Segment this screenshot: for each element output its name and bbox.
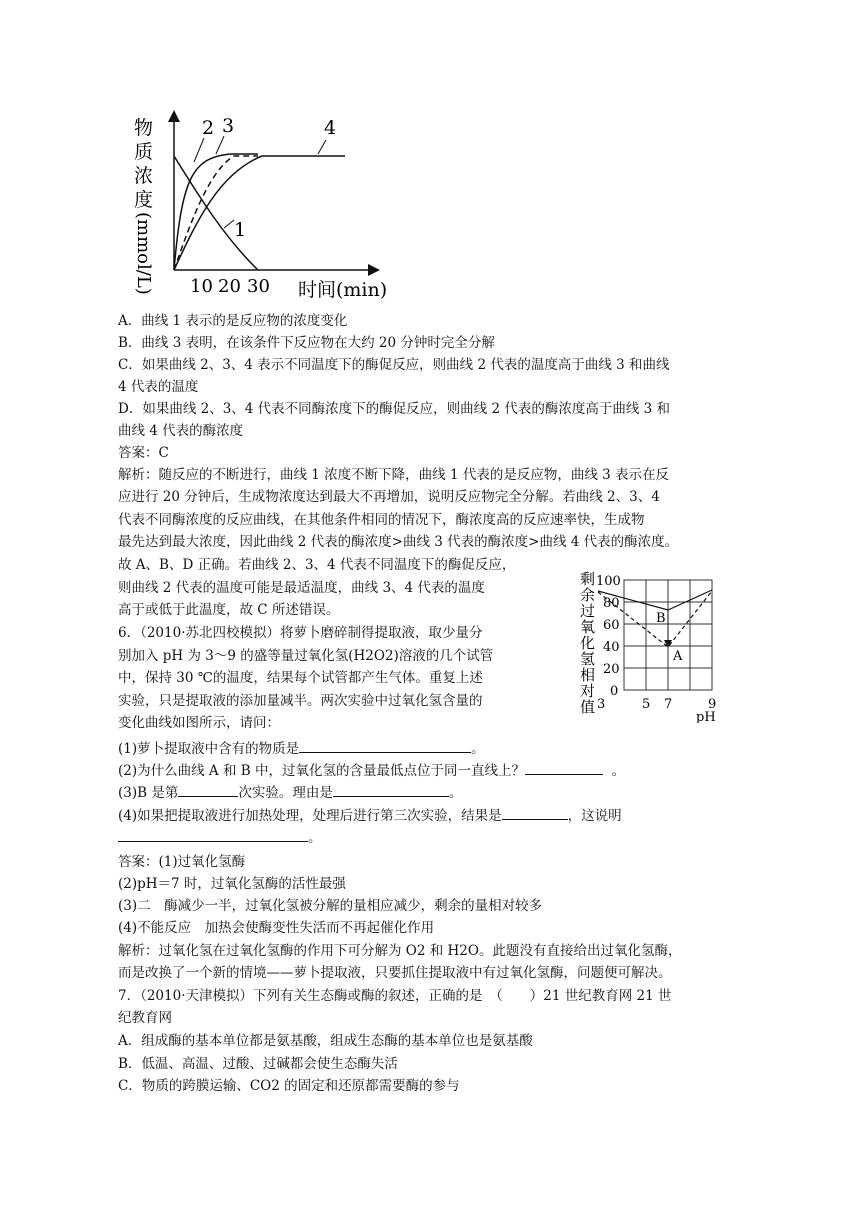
option-a: A．曲线 1 表示的是反应物的浓度变化 <box>118 313 348 329</box>
answer-5: 答案：C <box>118 445 169 461</box>
question-7-option-b: B．低温、高温、过酸、过碱都会使生态酶失活 <box>118 1056 398 1072</box>
answer-6-line3: (3)二 酶减少一半，过氧化氢被分解的量相应减少，剩余的量相对较多 <box>118 898 543 914</box>
answer-blank[interactable] <box>299 738 471 753</box>
curve-label-leader <box>194 138 204 162</box>
y-tick-label: 80 <box>603 596 620 611</box>
x-tick-label: 7 <box>664 697 673 712</box>
point-label: B <box>656 611 666 626</box>
sub4-text: (4)如果把提取液进行加热处理，处理后进行第三次实验，结果是 <box>118 808 502 824</box>
question-6-sub1 <box>118 738 485 759</box>
question-6-line5: 变化曲线如图所示，请问： <box>118 715 280 731</box>
option-c-line2: 4 代表的温度 <box>118 379 199 395</box>
sub1-text: (1)萝卜提取液中含有的物质是 <box>118 741 300 757</box>
option-b: B．曲线 3 表明，在该条件下反应物在大约 20 分钟时完全分解 <box>118 335 495 351</box>
y-label-char: 剩 <box>580 570 596 588</box>
y-tick-label: 60 <box>603 618 620 633</box>
y-label-char: 物 <box>134 117 154 139</box>
y-tick-label: 40 <box>603 640 620 655</box>
x-tick-label: 5 <box>642 697 651 712</box>
hydrogen-peroxide-ph-chart <box>578 568 748 723</box>
question-7-option-a: A．组成酶的基本单位都是氨基酸，组成生态酶的基本单位也是氨基酸 <box>118 1033 533 1049</box>
x-tick-label: 3 <box>597 697 606 712</box>
curve-label: 2 <box>202 117 215 139</box>
curve-label: 3 <box>222 115 235 137</box>
y-label-char: 氢 <box>580 650 596 668</box>
curve-label-leader <box>224 220 234 228</box>
answer-blank[interactable] <box>525 760 603 775</box>
y-label-char: 过 <box>580 602 596 620</box>
x-axis-label: 时间(min) <box>298 279 388 301</box>
explanation-5-line4: 最先达到最大浓度，因此曲线 2 代表的酶浓度>曲线 3 代表的酶浓度>曲线 4 代表的酶浓度。 <box>118 534 679 550</box>
explanation-6-line2: 而是改换了一个新的情境——萝卜提取液，只要抓住提取液中有过氧化氢酶，问题便可解决。 <box>118 965 672 981</box>
sub3-mid: 次实验。理由是 <box>238 785 333 801</box>
option-d-line1: D．如果曲线 2、3、4 代表不同酶浓度下的酶促反应，则曲线 2 代表的酶浓度高于曲线 3 和 <box>118 401 671 417</box>
sub2-text: (2)为什么曲线 A 和 B 中，过氧化氢的含量最低点位于同一直线上？ <box>118 763 525 779</box>
x-tick-label: 20 <box>218 276 241 297</box>
y-label-char: 度 <box>134 189 154 211</box>
question-6-line1: 6．（2010·苏北四校模拟）将萝卜磨碎制得提取液，取少量分 <box>118 625 483 641</box>
y-label-char: 余 <box>580 586 596 604</box>
question-6-sub2 <box>118 760 625 781</box>
answer-6-line1: 答案：(1)过氧化氢酶 <box>118 854 246 870</box>
y-label-unit: (mmol/L) <box>133 212 154 295</box>
explanation-5-line1: 解析：随反应的不断进行，曲线 1 浓度不断下降，曲线 1 代表的是反应物，曲线 3 表示在反 <box>118 467 670 483</box>
y-tick-label: 0 <box>610 684 619 699</box>
y-label-char: 对 <box>580 682 596 700</box>
y-tick-label: 20 <box>603 662 620 677</box>
question-6-line3: 中，保持 30 ℃的温度，结果每个试管都产生气体。重复上述 <box>118 670 483 686</box>
explanation-5-line5: 故 A、B、D 正确。若曲线 2、3、4 代表不同温度下的酶促反应， <box>118 557 516 573</box>
y-label-char: 相 <box>580 666 596 684</box>
answer-6-line2: (2)pH＝7 时，过氧化氢酶的活性最强 <box>118 876 346 892</box>
x-tick-label: 10 <box>190 276 213 297</box>
question-6-sub3 <box>118 782 462 803</box>
sub4-mid: ，这说明 <box>567 808 622 824</box>
answer-blank[interactable] <box>333 782 449 797</box>
curve-4 <box>174 156 345 270</box>
option-d-line2: 曲线 4 代表的酶浓度 <box>118 423 244 439</box>
explanation-5-line6: 则曲线 2 代表的温度可能是最适温度，曲线 3、4 代表的温度 <box>118 580 485 596</box>
question-7-line2: 纪教育网 <box>118 1010 172 1026</box>
y-label-char: 值 <box>580 698 596 716</box>
curve-2 <box>174 154 258 270</box>
curve-label-leader <box>318 140 326 154</box>
curve-label: 1 <box>234 219 247 241</box>
sub2-end: 。 <box>611 763 626 779</box>
curve-3 <box>174 156 258 270</box>
answer-blank[interactable] <box>178 782 238 797</box>
question-6-sub4-line2 <box>118 827 322 848</box>
y-label-char: 浓 <box>134 165 154 187</box>
explanation-5-line7: 高于或低于此温度，故 C 所述错误。 <box>118 602 340 618</box>
curve-label: 4 <box>324 117 337 139</box>
x-axis-label: pH <box>696 710 716 723</box>
explanation-6-line1: 解析：过氧化氢在过氧化氢酶的作用下可分解为 O2 和 H2O。此题没有直接给出过氧化氢酶， <box>118 943 682 959</box>
answer-blank[interactable] <box>118 827 308 842</box>
sub1-end: 。 <box>471 741 485 757</box>
answer-6-line4: (4)不能反应 加热会使酶变性失活而不再起催化作用 <box>118 920 435 936</box>
question-6-sub4 <box>118 805 622 826</box>
question-7-line1: 7．（2010·天津模拟）下列有关生态酶或酶的叙述，正确的是 （ ）21 世纪教育网 21 世 <box>118 988 672 1004</box>
option-c-line1: C．如果曲线 2、3、4 表示不同温度下的酶促反应，则曲线 2 代表的温度高于曲线 3 和曲线 <box>118 357 670 373</box>
sub3-end: 。 <box>448 785 463 801</box>
y-label-char: 化 <box>580 634 596 652</box>
y-label-char: 质 <box>134 141 154 163</box>
question-6-line2: 别加入 pH 为 3～9 的盛等量过氧化氢(H2O2)溶液的几个试管 <box>118 648 494 664</box>
curve-label-leader <box>216 136 224 154</box>
answer-blank[interactable] <box>502 805 568 820</box>
question-7-option-c: C．物质的跨膜运输、CO2 的固定和还原都需要酶的参与 <box>118 1078 460 1094</box>
sub4-end: 。 <box>308 830 322 846</box>
sub3-text: (3)B 是第 <box>118 785 179 801</box>
y-label-char: 氧 <box>580 618 596 636</box>
concentration-time-chart <box>130 108 420 308</box>
x-tick-label: 30 <box>247 276 270 297</box>
question-6-line4: 实验，只是提取液的添加量减半。两次实验中过氧化氢含量的 <box>118 693 483 709</box>
explanation-5-line2: 应进行 20 分钟后，生成物浓度达到最大不再增加，说明反应物完全分解。若曲线 2、3、4 <box>118 489 660 505</box>
x-tick-label: 9 <box>708 697 717 712</box>
y-tick-label: 100 <box>596 574 621 589</box>
explanation-5-line3: 代表不同酶浓度的反应曲线，在其他条件相同的情况下，酶浓度高的反应速率快，生成物 <box>118 512 645 528</box>
point-label: A <box>673 649 683 664</box>
